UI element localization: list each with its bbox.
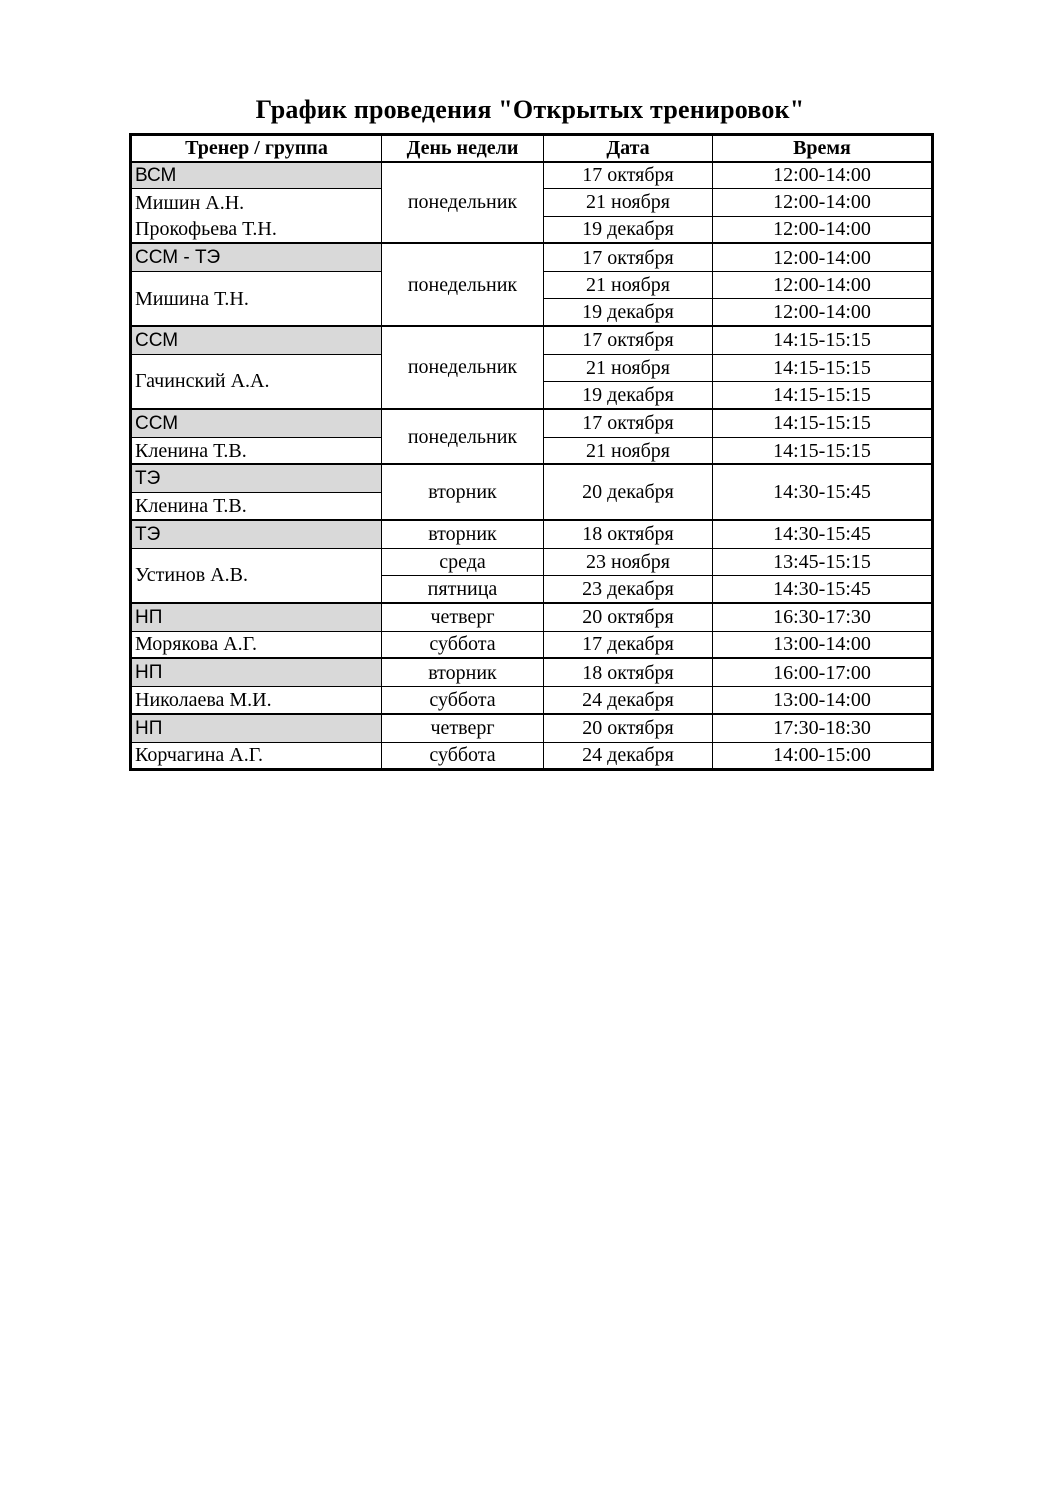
coach-name: Устинов А.В. — [131, 548, 382, 603]
table-header-row — [131, 135, 933, 162]
group-label: ТЭ — [131, 520, 382, 548]
weekday-cell: суббота — [382, 687, 544, 714]
header-date: Дата — [544, 135, 713, 162]
coach-name: Кленина Т.В. — [131, 493, 382, 520]
time-cell: 16:00-17:00 — [713, 658, 933, 686]
date-cell: 17 октября — [544, 326, 713, 354]
time-cell: 14:30-15:45 — [713, 575, 933, 602]
coach-name: Кленина Т.В. — [131, 437, 382, 464]
date-cell: 24 декабря — [544, 742, 713, 769]
weekday-cell: понедельник — [382, 243, 544, 326]
date-cell: 23 декабря — [544, 575, 713, 602]
table-row — [131, 687, 933, 714]
time-cell: 13:45-15:15 — [713, 548, 933, 575]
coach-name: Мишин А.Н. — [131, 189, 382, 216]
time-cell: 12:00-14:00 — [713, 189, 933, 216]
group-label: ВСМ — [131, 162, 382, 189]
time-cell: 14:15-15:15 — [713, 409, 933, 437]
weekday-cell: суббота — [382, 631, 544, 658]
table-row — [131, 409, 933, 437]
table-row — [131, 658, 933, 686]
weekday-cell: вторник — [382, 658, 544, 686]
time-cell: 12:00-14:00 — [713, 216, 933, 243]
date-cell: 17 декабря — [544, 631, 713, 658]
date-cell: 19 декабря — [544, 299, 713, 326]
table-row — [131, 603, 933, 631]
time-cell: 14:15-15:15 — [713, 437, 933, 464]
group-label: НП — [131, 658, 382, 686]
weekday-cell: понедельник — [382, 162, 544, 244]
group-label: НП — [131, 714, 382, 742]
weekday-cell: пятница — [382, 575, 544, 602]
table-row — [131, 548, 933, 575]
date-cell: 23 ноября — [544, 548, 713, 575]
weekday-cell: среда — [382, 548, 544, 575]
header-weekday: День недели — [382, 135, 544, 162]
date-cell: 19 декабря — [544, 382, 713, 409]
time-cell: 14:15-15:15 — [713, 354, 933, 381]
time-cell: 14:30-15:45 — [713, 520, 933, 548]
time-cell: 12:00-14:00 — [713, 272, 933, 299]
table-row — [131, 326, 933, 354]
page-title: График проведения "Открытых тренировок" — [255, 95, 805, 124]
table-row — [131, 162, 933, 189]
group-label: ТЭ — [131, 464, 382, 492]
table-row — [131, 631, 933, 658]
table-row — [131, 742, 933, 769]
table-row — [131, 520, 933, 548]
date-cell: 20 декабря — [544, 464, 713, 520]
table-row — [131, 464, 933, 492]
time-cell: 13:00-14:00 — [713, 631, 933, 658]
date-cell: 17 октября — [544, 409, 713, 437]
coach-name: Мишина Т.Н. — [131, 272, 382, 327]
weekday-cell: четверг — [382, 603, 544, 631]
time-cell: 16:30-17:30 — [713, 603, 933, 631]
coach-name: Гачинский А.А. — [131, 354, 382, 409]
time-cell: 14:30-15:45 — [713, 464, 933, 520]
time-cell: 17:30-18:30 — [713, 714, 933, 742]
date-cell: 20 октября — [544, 714, 713, 742]
date-cell: 20 октября — [544, 603, 713, 631]
coach-name: Морякова А.Г. — [131, 631, 382, 658]
time-cell: 12:00-14:00 — [713, 299, 933, 326]
coach-name: Николаева М.И. — [131, 687, 382, 714]
weekday-cell: четверг — [382, 714, 544, 742]
group-label: ССМ — [131, 326, 382, 354]
weekday-cell: суббота — [382, 742, 544, 769]
time-cell: 12:00-14:00 — [713, 243, 933, 271]
weekday-cell: вторник — [382, 520, 544, 548]
date-cell: 21 ноября — [544, 437, 713, 464]
date-cell: 21 ноября — [544, 189, 713, 216]
date-cell: 21 ноября — [544, 354, 713, 381]
table-row — [131, 714, 933, 742]
coach-name: Прокофьева Т.Н. — [131, 216, 382, 243]
group-label: НП — [131, 603, 382, 631]
group-label: ССМ - ТЭ — [131, 243, 382, 271]
schedule-table — [129, 133, 934, 771]
date-cell: 17 октября — [544, 243, 713, 271]
date-cell: 18 октября — [544, 658, 713, 686]
time-cell: 13:00-14:00 — [713, 687, 933, 714]
date-cell: 21 ноября — [544, 272, 713, 299]
header-coach-group: Тренер / группа — [131, 135, 382, 162]
time-cell: 12:00-14:00 — [713, 162, 933, 189]
date-cell: 19 декабря — [544, 216, 713, 243]
table-row — [131, 243, 933, 271]
weekday-cell: понедельник — [382, 409, 544, 465]
time-cell: 14:15-15:15 — [713, 326, 933, 354]
weekday-cell: понедельник — [382, 326, 544, 409]
group-label: ССМ — [131, 409, 382, 437]
coach-name: Корчагина А.Г. — [131, 742, 382, 769]
date-cell: 18 октября — [544, 520, 713, 548]
weekday-cell: вторник — [382, 464, 544, 520]
header-time: Время — [713, 135, 933, 162]
time-cell: 14:15-15:15 — [713, 382, 933, 409]
time-cell: 14:00-15:00 — [713, 742, 933, 769]
date-cell: 17 октября — [544, 162, 713, 189]
date-cell: 24 декабря — [544, 687, 713, 714]
